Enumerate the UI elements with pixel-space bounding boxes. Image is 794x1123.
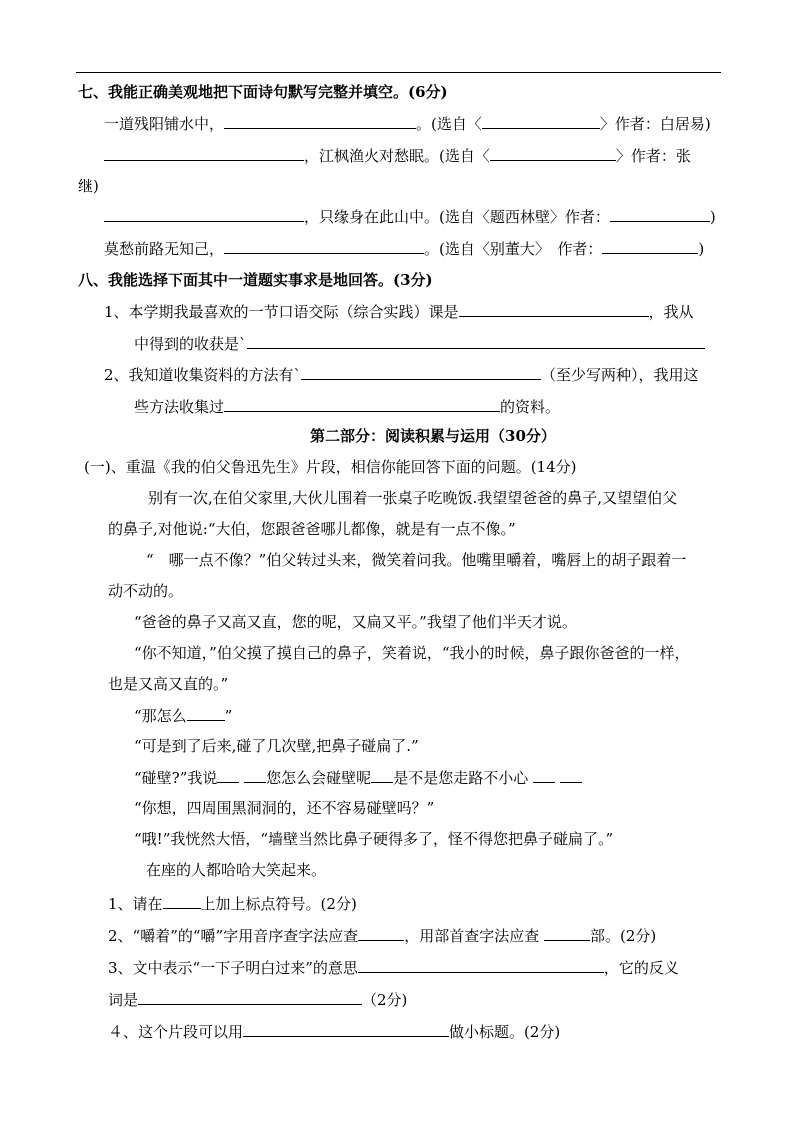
question-text: ４、这个片段可以用: [108, 1023, 244, 1041]
punctuation-blank[interactable]: [371, 767, 393, 783]
poem-text: 莫愁前路无知己，: [104, 240, 225, 258]
punctuation-blank[interactable]: [217, 767, 239, 783]
part2-title: 第二部分：阅读积累与运用（30分）: [310, 427, 556, 445]
answer-blank[interactable]: [163, 893, 201, 909]
passage-line: 的鼻子,对他说:“大伯，您跟爸爸哪儿都像，就是有一点不像。”: [108, 520, 516, 538]
question-text: 部。(2分): [590, 927, 657, 945]
top-rule: [76, 72, 721, 73]
passage-line: 在座的人都哈哈大笑起来。: [146, 861, 327, 879]
passage-text: 您怎么会碰壁呢: [266, 769, 372, 787]
passage-line: “你想，四周围黑洞洞的，还不容易碰壁吗？”: [134, 799, 435, 817]
passage-text: ”: [224, 707, 233, 725]
punctuation-blank[interactable]: [187, 705, 225, 721]
answer-blank[interactable]: [358, 957, 604, 973]
question-text: 词是: [108, 991, 139, 1009]
question-3-line1: [108, 957, 679, 979]
passage-line: “可是到了后来,碰了几次壁,把鼻子碰扁了.”: [134, 737, 419, 755]
question-3-line2: [108, 989, 407, 1011]
answer-blank[interactable]: [138, 989, 362, 1005]
question-text: 上加上标点符号。(2分): [200, 895, 357, 913]
passage-line: 动不动的。: [108, 582, 184, 600]
question-text: 做小标题。(2分): [449, 1023, 561, 1041]
poem-text: 。(选自〈: [416, 115, 482, 133]
question-text: 的资料。: [500, 398, 561, 416]
poem-line-4: [104, 206, 716, 228]
answer-blank[interactable]: [243, 1021, 449, 1037]
poem-line-1: [104, 113, 711, 135]
question-text: 中得到的收获是`: [134, 335, 247, 353]
passage-line: “哦!”我恍然大悟，“墙壁当然比鼻子硬得多了，怪不得您把鼻子碰扁了。”: [134, 830, 614, 848]
section8-q1-line2: [134, 333, 705, 355]
passage-line: “你不知道，”伯父摸了摸自己的鼻子，笑着说，“我小的时候，鼻子跟你爸爸的一样，: [134, 644, 690, 662]
answer-blank[interactable]: [224, 238, 424, 254]
question-text: ，用部首查字法应查: [404, 927, 540, 945]
answer-blank[interactable]: [602, 238, 698, 254]
answer-blank[interactable]: [104, 145, 304, 161]
section7-heading: 七、我能正确美观地把下面诗句默写完整并填空。(6分): [78, 83, 448, 101]
part2-subheading: (一)、重温《我的伯父鲁迅先生》片段，相信你能回答下面的问题。(14分): [84, 458, 577, 476]
section8-q2-line2: [134, 396, 560, 418]
poem-line-2: [104, 145, 691, 167]
passage-line: [134, 767, 582, 789]
punctuation-blank[interactable]: [533, 767, 555, 783]
poem-line-5: [104, 238, 704, 260]
answer-blank[interactable]: [104, 206, 304, 222]
section8-heading: 八、我能选择下面其中一道题实事求是地回答。(3分): [78, 271, 433, 289]
question-4: [108, 1021, 560, 1043]
punctuation-blank[interactable]: [244, 767, 266, 783]
question-2: [108, 925, 656, 947]
question-text: 些方法收集过: [134, 398, 225, 416]
poem-text: 〉作者：白居易): [599, 115, 711, 133]
question-text: ，它的反义: [603, 959, 679, 977]
passage-line: [134, 705, 232, 727]
poem-line-3: 继): [78, 177, 99, 195]
answer-blank[interactable]: [459, 301, 649, 317]
poem-text: ，江枫渔火对愁眠。(选自〈: [304, 147, 490, 165]
passage-line: “ 哪一点不像？”伯父转过头来，微笑着问我。他嘴里嚼着，嘴唇上的胡子跟着一: [146, 551, 687, 569]
question-text: 2、“嚼着”的“嚼”字用音序查字法应查: [108, 927, 359, 945]
poem-text: ): [698, 240, 705, 258]
answer-blank[interactable]: [301, 364, 541, 380]
answer-blank[interactable]: [490, 145, 616, 161]
question-text: （至少写两种），我用这: [541, 366, 699, 384]
passage-line: 别有一次,在伯父家里,大伙儿围着一张桌子吃晚饭.我望望爸爸的鼻子,又望望伯父: [148, 489, 678, 507]
poem-text: 。(选自〈别董大〉 作者：: [424, 240, 603, 258]
punctuation-blank[interactable]: [560, 767, 582, 783]
poem-text: ): [709, 208, 716, 226]
question-text: 3、文中表示“一下子明白过来”的意思: [108, 959, 358, 977]
question-text: ，我从: [648, 303, 694, 321]
poem-text: 〉作者：张: [615, 147, 691, 165]
question-1: [108, 893, 357, 915]
answer-blank[interactable]: [482, 113, 600, 129]
passage-line: 也是又高又直的。”: [108, 675, 229, 693]
poem-text: ，只缘身在此山中。(选自〈题西林壁〉作者：: [304, 208, 610, 226]
passage-text: 是不是您走路不小心: [393, 769, 529, 787]
passage-line: “爸爸的鼻子又高又直，您的呢，又扁又平。”我望了他们半天才说。: [134, 613, 577, 631]
section8-q2-line1: [104, 364, 699, 386]
passage-text: “那怎么: [134, 707, 187, 725]
question-text: 1、请在: [108, 895, 163, 913]
answer-blank[interactable]: [358, 925, 404, 941]
answer-blank[interactable]: [224, 396, 500, 412]
answer-blank[interactable]: [610, 206, 710, 222]
poem-text: 一道残阳铺水中，: [104, 115, 225, 133]
answer-blank[interactable]: [247, 333, 705, 349]
question-text: （2分): [362, 991, 408, 1009]
section8-q1-line1: [104, 301, 694, 323]
answer-blank[interactable]: [544, 925, 590, 941]
question-text: 1、本学期我最喜欢的一节口语交际（综合实践）课是: [104, 303, 459, 321]
passage-text: “碰壁?”我说: [134, 769, 218, 787]
question-text: 2、我知道收集资料的方法有`: [104, 366, 302, 384]
answer-blank[interactable]: [224, 113, 416, 129]
